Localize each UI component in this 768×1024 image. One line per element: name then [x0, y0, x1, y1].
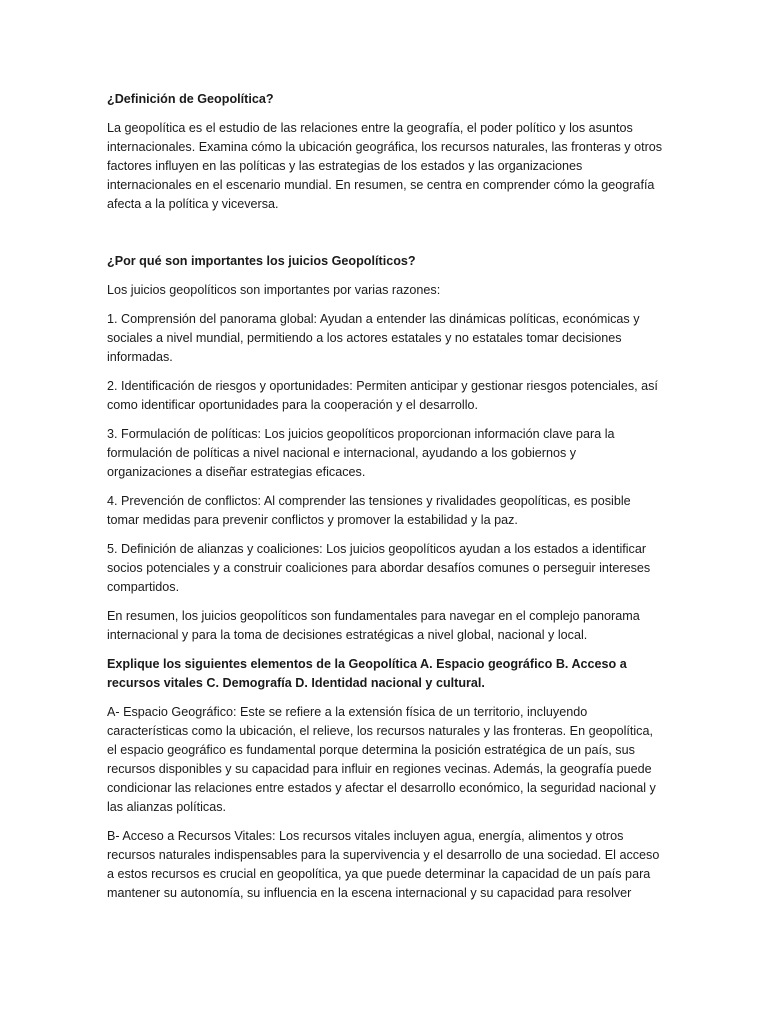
list-item-5: 5. Definición de alianzas y coaliciones: Los juicios geopolíticos ayudan a los estados a identificar socios potenciales y a construir coaliciones para abordar desafíos comunes o perseguir intereses compartidos.: [107, 542, 651, 594]
paragraph-geographic-space: A- Espacio Geográfico: Este se refiere a la extensión física de un territorio, incluyendo características como la ubicación, el relieve, los recursos naturales y las fronteras. En geopolítica, el espacio geográfico es fundamental porque determina la posición estratégica de un país, sus recursos disponibles y su capacidad para influir en regiones vecinas. Además, la geografía puede condicionar las relaciones entre estados y afectar el desarrollo económico, la seguridad nacional y las alianzas políticas.: [107, 705, 656, 814]
paragraph-definition: La geopolítica es el estudio de las relaciones entre la geografía, el poder político y los asuntos internacionales. Examina cómo la ubicación geográfica, los recursos naturales, las fronteras y otros factores influyen en las políticas y las estrategias de los estados y las organizaciones internacionales en el escenario mundial. En resumen, se centra en comprender cómo la geografía afecta a la política y viceversa.: [107, 121, 663, 211]
list-item-3: 3. Formulación de políticas: Los juicios geopolíticos proporcionan información clave para la formulación de políticas a nivel nacional e internacional, ayudando a los gobiernos y organizaciones a diseñar estrategias eficaces.: [107, 427, 615, 479]
heading-definition: ¿Definición de Geopolítica?: [107, 92, 274, 106]
paragraph-importance-intro: Los juicios geopolíticos son importantes por varias razones:: [107, 283, 441, 297]
paragraph-importance-summary: En resumen, los juicios geopolíticos son fundamentales para navegar en el complejo panorama internacional y para la toma de decisiones estratégicas a nivel global, nacional y local.: [107, 609, 640, 642]
list-item-4: 4. Prevención de conflictos: Al comprender las tensiones y rivalidades geopolíticas, es posible tomar medidas para prevenir conflictos y promover la estabilidad y la paz.: [107, 494, 631, 527]
heading-elements: Explique los siguientes elementos de la Geopolítica A. Espacio geográfico B. Acceso a recursos vitales C. Demografía D. Identidad nacional y cultural.: [107, 657, 627, 690]
list-item-1: 1. Comprensión del panorama global: Ayudan a entender las dinámicas políticas, económicas y sociales a nivel mundial, permitiendo a los actores estatales y no estatales tomar decisiones informadas.: [107, 312, 640, 364]
section-spacer: [107, 224, 663, 252]
document-body: [107, 90, 663, 913]
paragraph-vital-resources: B- Acceso a Recursos Vitales: Los recursos vitales incluyen agua, energía, alimentos y otros recursos naturales indispensables para la supervivencia y el desarrollo de una sociedad. El acceso a estos recursos es crucial en geopolítica, ya que puede determinar la capacidad de un país para mantener su autonomía, su influencia en la escena internacional y su capacidad para resolver: [107, 829, 660, 900]
list-item-2: 2. Identificación de riesgos y oportunidades: Permiten anticipar y gestionar riesgos potenciales, así como identificar oportunidades para la cooperación y el desarrollo.: [107, 379, 658, 412]
heading-importance: ¿Por qué son importantes los juicios Geopolíticos?: [107, 254, 416, 268]
